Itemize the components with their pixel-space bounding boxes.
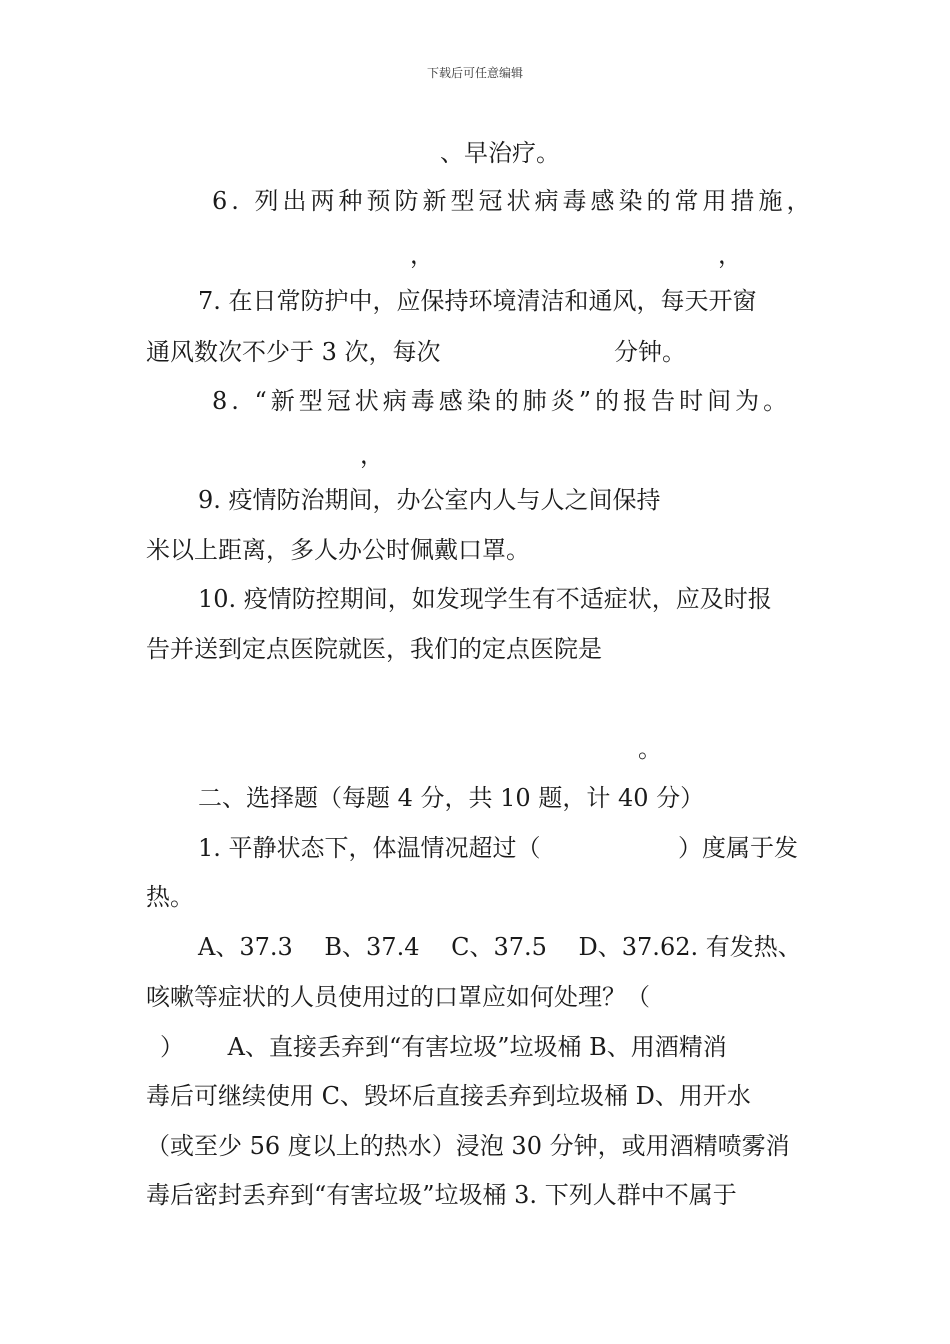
mc-options-line: A、37.3 B、37.4 C、37.5 D、37.62. 有发热、: [198, 933, 802, 961]
text-line: 、早治疗。: [440, 139, 560, 167]
blank-separator: ，: [410, 241, 434, 269]
section-heading: 二、选择题（每题 4 分，共 10 题，计 40 分）: [198, 784, 705, 812]
text-line: 热。: [146, 883, 194, 911]
text-line: 通风数次不少于 3 次，每次: [146, 338, 441, 366]
text-line: 告并送到定点医院就医，我们的定点医院是: [146, 635, 602, 663]
mc-question-1: 1. 平静状态下，体温情况超过（: [198, 834, 541, 862]
question-9: 9. 疫情防治期间，办公室内人与人之间保持: [198, 486, 661, 514]
text-line: 。: [638, 735, 662, 763]
blank-separator: ，: [718, 241, 742, 269]
text-line: ） A、直接丢弃到“有害垃圾”垃圾桶 B、用酒精消: [160, 1033, 727, 1061]
text-line: 分钟。: [614, 338, 686, 366]
text-line: 毒后可继续使用 C、毁坏后直接丢弃到垃圾桶 D、用开水: [146, 1082, 751, 1110]
text-line: （或至少 56 度以上的热水）浸泡 30 分钟，或用酒精喷雾消: [146, 1132, 790, 1160]
question-10: 10. 疫情防控期间，如发现学生有不适症状，应及时报: [198, 585, 772, 613]
page-header: 下载后可任意编辑: [426, 66, 523, 80]
text-line: 毒后密封丢弃到“有害垃圾”垃圾桶 3. 下列人群中不属于: [146, 1181, 737, 1209]
question-8: 8. “新型冠状病毒感染的肺炎”的报告时间为。: [212, 387, 792, 415]
question-7: 7. 在日常防护中，应保持环境清洁和通风，每天开窗: [198, 287, 757, 315]
text-line: ）度属于发: [678, 834, 798, 862]
question-6: 6. 列出两种预防新型冠状病毒感染的常用措施，: [212, 187, 815, 215]
text-line: 米以上距离，多人办公时佩戴口罩。: [146, 536, 530, 564]
text-line: 咳嗽等症状的人员使用过的口罩应如何处理？（: [146, 983, 650, 1011]
blank-separator: ，: [360, 441, 384, 469]
